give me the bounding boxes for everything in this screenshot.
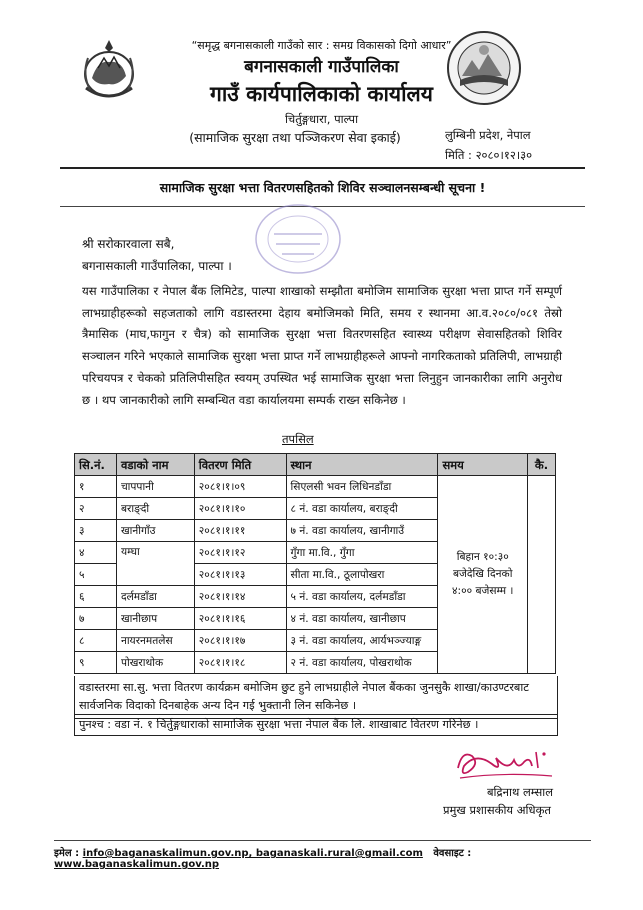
header-divider (60, 167, 585, 169)
cell-serial: ९ (75, 652, 117, 674)
postscript-note: पुनश्च : वडा नं. १ चिर्तुङ्गधाराको सामाजिक सुरक्षा भत्ता नेपाल बैंक लि. शाखाबाट वितरण गरिनेछ । (74, 714, 558, 736)
cell-date: २०८१।१।१७ (194, 630, 286, 652)
cell-place: ४ नं. वडा कार्यालय, खानीछाप (286, 608, 438, 630)
cell-ward: पोखराथोक (116, 652, 194, 674)
signature-icon (452, 742, 562, 786)
notice-date: मिति : २०८०।१२।३० (445, 148, 533, 162)
schedule-table (74, 453, 556, 674)
cell-serial: ८ (75, 630, 117, 652)
cell-serial: १ (75, 476, 117, 498)
cell-serial: ६ (75, 586, 117, 608)
website-label: वेवसाइट : (433, 848, 472, 859)
table-row (75, 476, 556, 498)
cell-ward: खानीछाप (116, 608, 194, 630)
cell-date: २०८१।१।१३ (194, 564, 286, 586)
header-date: वितरण मिति (194, 454, 286, 476)
cell-serial: ३ (75, 520, 117, 542)
province-label: लुम्बिनी प्रदेश, नेपाल (445, 128, 531, 142)
cell-ward: नायरनमतलेस (116, 630, 194, 652)
cell-date: २०८१।१।१४ (194, 586, 286, 608)
cell-date: २०८१।१।१० (194, 498, 286, 520)
cell-place: ७ नं. वडा कार्यालय, खानीगाउँ (286, 520, 438, 542)
cell-date: २०८१।१।११ (194, 520, 286, 542)
header-ward: वडाको नाम (116, 454, 194, 476)
cell-date: २०८१।१।१८ (194, 652, 286, 674)
cell-date: २०८१।१।१६ (194, 608, 286, 630)
office-address: चिर्तुङ्गधारा, पाल्पा (284, 112, 359, 126)
cell-ward: दर्लमडाँडा (116, 586, 194, 608)
office-name: गाउँ कार्यपालिकाको कार्यालय (210, 82, 433, 106)
website-link[interactable]: www.baganaskalimun.gov.np (54, 859, 220, 870)
cell-time: बिहान १०:३० बजेदेखि दिनको ४:०० बजेसम्म । (438, 476, 528, 674)
organization-name: बगनासकाली गाउँपालिका (244, 57, 399, 77)
email-label: इमेल : (54, 848, 80, 859)
notice-body: यस गाउँपालिका र नेपाल बैंक लिमिटेड, पाल्पा शाखाको सम्झौता बमोजिम सामाजिक सुरक्षा भत्ता प्राप्त गर्ने सम्पूर्ण लाभग्राहीहरूको सहजताको लागि वडास्तरमा देहाय बमोजिमको मिति, समय र स्थानमा आ.व.२०८०/०८१ तेस्रो त्रैमासिक (माघ,फागुन र चैत्र) को सामाजिक सुरक्षा भत्ता वितरणसहित स्वास्थ्य परीक्षण सेवासहितको शिविर सञ्चालन गरिने भएकाले सामाजिक सुरक्षा भत्ता प्राप्त गर्ने लाभग्राहीहरूले आफ्नो नागरिकताको प्रतिलिपी, लाभग्राही परिचयपत्र र चेकको प्रतिलिपीसहित स्वयम् उपस्थित भई सामाजिक सुरक्षा भत्ता लिनुहुन जानकारीका लागि अनुरोध छ । थप जानकारीको लागि सम्बन्धित वडा कार्यालयमा सम्पर्क राख्न सकिनेछ । (82, 284, 562, 407)
header-time: समय (438, 454, 528, 476)
cell-place: ५ नं. वडा कार्यालय, दर्लमडाँडा (286, 586, 438, 608)
table-footnote: वडास्तरमा सा.सु. भत्ता वितरण कार्यक्रम बमोजिम छुट हुने लाभग्राहीले नेपाल बैंकका जुनसुकै शाखा/काउण्टरबाट सार्वजनिक विदाको दिनबाहेक अन्य दिन गई भुक्तानी लिन सकिनेछ । (74, 676, 558, 719)
cell-serial: ४ (75, 542, 117, 564)
cell-serial: ७ (75, 608, 117, 630)
email-link[interactable]: info@baganaskalimun.gov.np, baganaskali.rural@gmail.com (82, 848, 423, 859)
cell-ward: चापपानी (116, 476, 194, 498)
cell-date: २०८१।१।१२ (194, 542, 286, 564)
schedule-label: तपसिल (282, 432, 314, 446)
footer-divider (54, 840, 591, 841)
signatory-title: प्रमुख प्रशासकीय अधिकृत (443, 803, 551, 817)
signatory-name: बद्रिनाथ लम्साल (486, 785, 554, 799)
footer-contact (54, 845, 591, 870)
notice-subject: सामाजिक सुरक्षा भत्ता वितरणसहितको शिविर सञ्चालनसम्बन्धी सूचना ! (159, 180, 486, 195)
addressee-line-2: बगनासकाली गाउँपालिका, पाल्पा । (82, 259, 232, 273)
cell-place: ३ नं. वडा कार्यालय, आर्यभञ्ज्याङ्ग (286, 630, 438, 652)
cell-place: ८ नं. वडा कार्यालय, बराङ्दी (286, 498, 438, 520)
header-remarks: कै. (528, 454, 556, 476)
table-header-row (75, 454, 556, 476)
cell-serial: ५ (75, 564, 117, 586)
header-serial: सि.नं. (75, 454, 117, 476)
cell-ward: खानीगाँउ (116, 520, 194, 542)
cell-place: २ नं. वडा कार्यालय, पोखराथोक (286, 652, 438, 674)
cell-ward: बराङ्दी (116, 498, 194, 520)
header-motto: “समृद्ध बगनासकाली गाउँको सार : समग्र विकासको दिगो आधार” (191, 39, 452, 52)
cell-place: गुँगा मा.वि., गुँगा (286, 542, 438, 564)
cell-ward: यम्घा (116, 542, 194, 586)
office-unit: (सामाजिक सुरक्षा तथा पञ्जिकरण सेवा इकाई) (189, 130, 401, 145)
cell-place: सिएलसी भवन लिधिनडाँडा (286, 476, 438, 498)
cell-date: २०८१।१।०९ (194, 476, 286, 498)
cell-remarks (528, 476, 556, 674)
addressee-line-1: श्री सरोकारवाला सबै, (82, 237, 175, 251)
office-stamp-icon (252, 200, 344, 278)
cell-serial: २ (75, 498, 117, 520)
header-place: स्थान (286, 454, 438, 476)
cell-place: सीता मा.वि., ठूलापोखरा (286, 564, 438, 586)
